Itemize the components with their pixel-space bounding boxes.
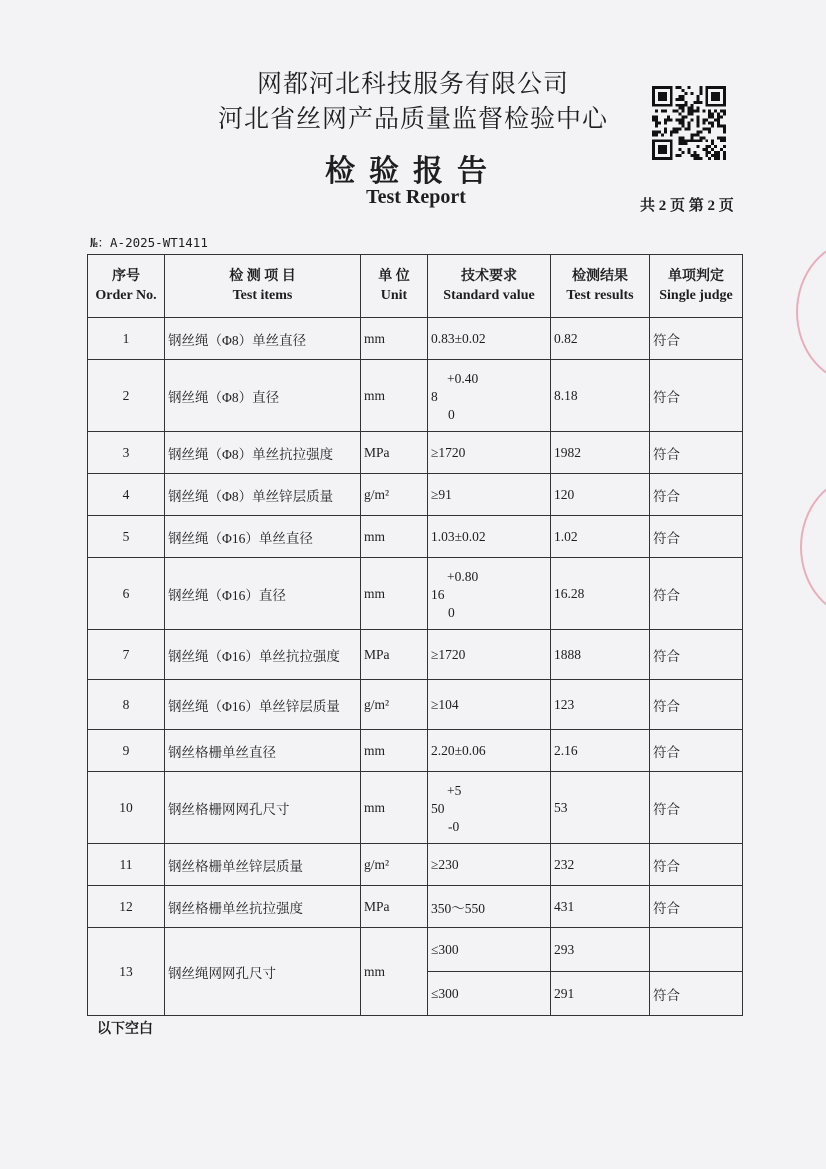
table-row <box>88 772 743 844</box>
cell-standard-value: ≥1720 <box>428 432 551 474</box>
cell-order-no: 10 <box>88 772 165 844</box>
cell-test-result: 1982 <box>551 432 650 474</box>
cell-test-result: 120 <box>551 474 650 516</box>
header-test-results: 检测结果 Test results <box>551 255 650 318</box>
cell-unit: MPa <box>361 630 428 680</box>
cell-standard-value: ≥230 <box>428 844 551 886</box>
cell-single-judge: 符合 <box>650 972 743 1016</box>
tolerance-lower: -0 <box>448 818 460 834</box>
cell-test-item: 钢丝绳（Φ8）单丝直径 <box>165 318 361 360</box>
cell-single-judge: 符合 <box>650 558 743 630</box>
tolerance-upper: +0.80 <box>447 568 479 584</box>
tolerance-lower: 0 <box>448 604 455 620</box>
table-row <box>88 680 743 730</box>
report-title-en: Test Report <box>366 186 466 208</box>
cell-order-no: 5 <box>88 516 165 558</box>
cell-order-no: 12 <box>88 886 165 928</box>
cell-order-no: 11 <box>88 844 165 886</box>
cell-single-judge: 符合 <box>650 360 743 432</box>
cell-order-no: 6 <box>88 558 165 630</box>
cell-unit: mm <box>361 318 428 360</box>
tolerance-upper: +0.40 <box>447 370 479 386</box>
cell-standard-value: ≥91 <box>428 474 551 516</box>
cell-test-result: 232 <box>551 844 650 886</box>
cell-unit: mm <box>361 730 428 772</box>
cell-single-judge: 符合 <box>650 630 743 680</box>
cell-standard-value: ≤300 <box>428 928 551 972</box>
cell-unit: mm <box>361 772 428 844</box>
cell-standard-value: 0.83±0.02 <box>428 318 551 360</box>
cell-single-judge: 符合 <box>650 516 743 558</box>
cell-test-item: 钢丝绳（Φ16）单丝抗拉强度 <box>165 630 361 680</box>
cell-standard-value: 350～550 <box>428 886 551 928</box>
cell-single-judge: 符合 <box>650 432 743 474</box>
cell-test-result: 123 <box>551 680 650 730</box>
table-row <box>88 886 743 928</box>
cell-unit: g/m² <box>361 844 428 886</box>
org-name-line1: 网都河北科技服务有限公司 <box>256 71 569 98</box>
cell-test-item: 钢丝绳（Φ16）直径 <box>165 558 361 630</box>
cell-order-no: 4 <box>88 474 165 516</box>
red-seal-upper <box>796 240 826 384</box>
cell-single-judge: 符合 <box>650 730 743 772</box>
cell-test-item: 钢丝绳（Φ8）单丝抗拉强度 <box>165 432 361 474</box>
results-table <box>87 254 743 1016</box>
cell-unit: g/m² <box>361 680 428 730</box>
cell-single-judge <box>650 928 743 972</box>
table-row <box>88 360 743 432</box>
cell-test-item: 钢丝格栅单丝锌层质量 <box>165 844 361 886</box>
cell-test-item: 钢丝绳（Φ8）单丝锌层质量 <box>165 474 361 516</box>
cell-test-result: 431 <box>551 886 650 928</box>
cell-test-item: 钢丝绳网网孔尺寸 <box>165 928 361 1016</box>
table-row <box>88 844 743 886</box>
table-row <box>88 730 743 772</box>
cell-unit: mm <box>361 516 428 558</box>
table-header-row <box>88 255 743 318</box>
tolerance-base: 16 <box>431 586 445 602</box>
table-row <box>88 474 743 516</box>
header-standard-value: 技术要求 Standard value <box>428 255 551 318</box>
cell-test-result: 1.02 <box>551 516 650 558</box>
cell-test-item: 钢丝绳（Φ8）直径 <box>165 360 361 432</box>
table-row <box>88 318 743 360</box>
cell-order-no: 1 <box>88 318 165 360</box>
cell-order-no: 9 <box>88 730 165 772</box>
cell-test-item: 钢丝绳（Φ16）单丝锌层质量 <box>165 680 361 730</box>
header-test-items: 检 测 项 目 Test items <box>165 255 361 318</box>
cell-standard-value <box>428 360 551 432</box>
tolerance-upper: +5 <box>447 782 462 798</box>
cell-test-item: 钢丝格栅单丝抗拉强度 <box>165 886 361 928</box>
cell-unit: mm <box>361 558 428 630</box>
cell-test-result: 16.28 <box>551 558 650 630</box>
cell-standard-value: 2.20±0.06 <box>428 730 551 772</box>
org-name-line2: 河北省丝网产品质量监督检验中心 <box>217 106 608 133</box>
page-info: 共 2 页 第 2 页 <box>640 198 734 214</box>
report-title-cn: 检验报告 <box>325 155 501 188</box>
tolerance-value <box>431 567 531 621</box>
cell-test-item: 钢丝绳（Φ16）单丝直径 <box>165 516 361 558</box>
cell-unit: MPa <box>361 432 428 474</box>
table-row <box>88 630 743 680</box>
cell-order-no: 8 <box>88 680 165 730</box>
tolerance-value <box>431 781 531 835</box>
cell-single-judge: 符合 <box>650 318 743 360</box>
cell-standard-value <box>428 772 551 844</box>
cell-test-item: 钢丝格栅单丝直径 <box>165 730 361 772</box>
header-single-judge: 单项判定 Single judge <box>650 255 743 318</box>
cell-standard-value: ≥1720 <box>428 630 551 680</box>
header-unit: 单 位 Unit <box>361 255 428 318</box>
cell-test-result: 8.18 <box>551 360 650 432</box>
cell-test-item: 钢丝格栅网网孔尺寸 <box>165 772 361 844</box>
cell-standard-value: 1.03±0.02 <box>428 516 551 558</box>
cell-test-result: 291 <box>551 972 650 1016</box>
cell-test-result: 0.82 <box>551 318 650 360</box>
tolerance-value <box>431 369 531 423</box>
cell-single-judge: 符合 <box>650 844 743 886</box>
tolerance-base: 50 <box>431 800 445 816</box>
header-order-no: 序号 Order No. <box>88 255 165 318</box>
cell-test-result: 2.16 <box>551 730 650 772</box>
cell-unit: mm <box>361 360 428 432</box>
cell-order-no: 3 <box>88 432 165 474</box>
cell-unit: g/m² <box>361 474 428 516</box>
table-row <box>88 432 743 474</box>
table-row <box>88 516 743 558</box>
cell-single-judge: 符合 <box>650 886 743 928</box>
red-seal-lower <box>800 475 826 619</box>
cell-order-no: 13 <box>88 928 165 1016</box>
table-row <box>88 558 743 630</box>
cell-unit: MPa <box>361 886 428 928</box>
cell-test-result: 1888 <box>551 630 650 680</box>
cell-single-judge: 符合 <box>650 680 743 730</box>
cell-standard-value <box>428 558 551 630</box>
blank-below-note: 以下空白 <box>97 1022 153 1037</box>
cell-standard-value: ≥104 <box>428 680 551 730</box>
table-row <box>88 928 743 972</box>
cell-standard-value: ≤300 <box>428 972 551 1016</box>
cell-single-judge: 符合 <box>650 474 743 516</box>
cell-test-result: 293 <box>551 928 650 972</box>
cell-order-no: 2 <box>88 360 165 432</box>
report-number: №：A-2025-WT1411 <box>90 235 208 250</box>
cell-test-result: 53 <box>551 772 650 844</box>
cell-single-judge: 符合 <box>650 772 743 844</box>
tolerance-lower: 0 <box>448 406 455 422</box>
cell-order-no: 7 <box>88 630 165 680</box>
tolerance-base: 8 <box>431 388 438 404</box>
cell-unit: mm <box>361 928 428 1016</box>
